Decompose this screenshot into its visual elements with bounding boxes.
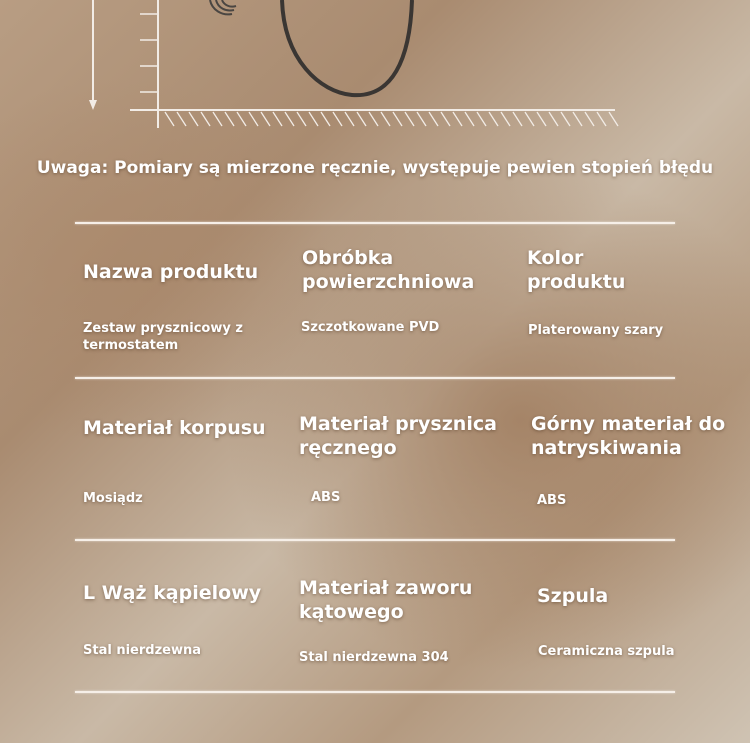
spec-value: Szczotkowane PVD (301, 320, 440, 335)
spec-value: Mosiądz (83, 491, 143, 506)
divider (75, 691, 675, 693)
divider (75, 539, 675, 541)
spec-value: Ceramiczna szpula (538, 644, 675, 659)
spec-value: ABS (537, 493, 567, 508)
spec-label: Kolor produktu (527, 247, 626, 293)
spec-value: Zestaw prysznicowy z termostatem (83, 321, 243, 353)
spec-value: ABS (311, 490, 341, 505)
spec-value: Stal nierdzewna (83, 643, 201, 658)
spec-label: Szpula (537, 585, 609, 607)
spec-label: Nazwa produktu (83, 261, 259, 283)
spec-label: Obróbka powierzchniowa (302, 247, 475, 293)
spec-label: Materiał prysznica ręcznego (299, 413, 497, 459)
spec-value: Stal nierdzewna 304 (299, 650, 449, 665)
divider (75, 377, 675, 379)
measurement-note: Uwaga: Pomiary są mierzone ręcznie, występuje pewien stopień błędu (36, 158, 714, 178)
spec-label: Materiał zaworu kątowego (299, 577, 473, 623)
spec-label: Materiał korpusu (83, 417, 266, 439)
spec-label: Górny materiał do natryskiwania (531, 413, 726, 459)
spec-value: Platerowany szary (528, 323, 664, 338)
dimension-diagram (0, 0, 750, 140)
spec-label: L Wąż kąpielowy (83, 582, 262, 604)
divider (75, 222, 675, 224)
